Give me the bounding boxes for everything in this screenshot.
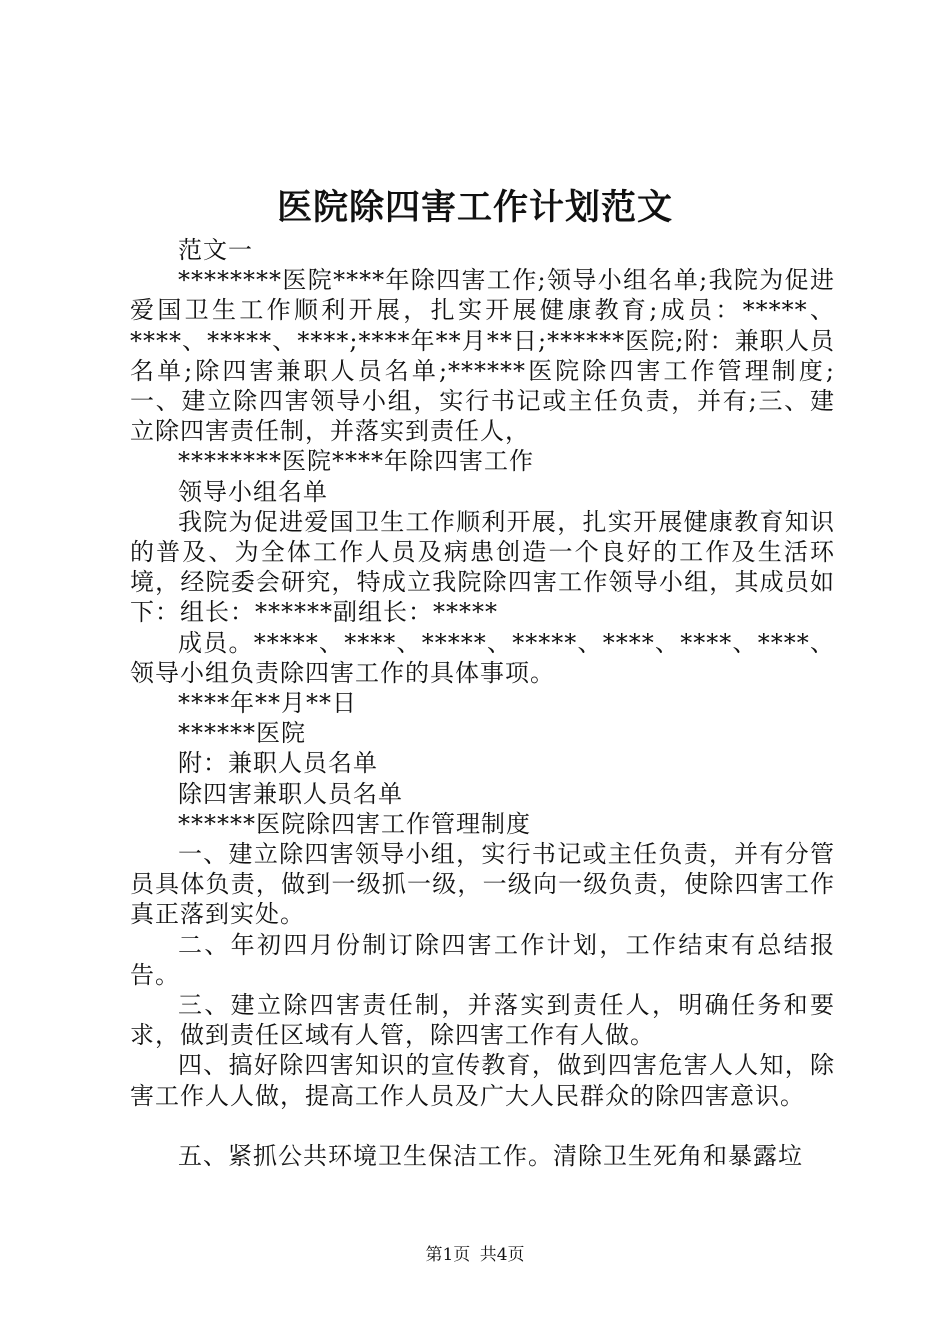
page-number-footer: 第1页 共4页: [425, 1245, 525, 1265]
document-body: [130, 235, 835, 1171]
paragraph-members: 成员。*****、****、*****、*****、****、****、****、领导小组负责除四害工作的具体事项。: [130, 628, 835, 687]
paragraph-rule-5: 五、紧抓公共环境卫生保洁工作。清除卫生死角和暴露垃: [178, 1141, 803, 1170]
paragraph-intro: 我院为促进爱国卫生工作顺利开展，扎实开展健康教育知识的普及、为全体工作人员及病患创造一个良好的工作及生活环境，经院委会研究，特成立我院除四害工作领导小组，其成员如下：组长：******副组长：*****: [130, 507, 835, 627]
document-title: 医院除四害工作计划范文: [276, 187, 673, 228]
paragraph-appendix: 附：兼职人员名单: [178, 749, 378, 778]
paragraph-rule-4: 四、搞好除四害知识的宣传教育，做到四害危害人人知，除害工作人人做，提高工作人员及广大人民群众的除四害意识。: [130, 1051, 835, 1110]
paragraph-rule-2: 二、年初四月份制订除四害工作计划，工作结束有总结报告。: [130, 930, 835, 989]
paragraph-management-heading: ******医院除四害工作管理制度: [178, 809, 531, 838]
paragraph-rule-3: 三、建立除四害责任制，并落实到责任人，明确任务和要求，做到责任区域有人管，除四害工作有人做。: [130, 991, 835, 1050]
paragraph-summary: ********医院****年除四害工作;领导小组名单;我院为促进爱国卫生工作顺利开展，扎实开展健康教育;成员：*****、****、*****、****;****年**月**日;******医院;附：兼职人员名单;除四害兼职人员名单;******医院除四害工作管理制度;一、建立除四害领导小组，实行书记或主任负责，并有;三、建立除四害责任制，并落实到责任人，: [130, 266, 835, 446]
paragraph-hospital: ******医院: [178, 719, 306, 748]
paragraph-plan-heading: ********医院****年除四害工作: [178, 447, 534, 476]
paragraph-leader-list-heading: 领导小组名单: [178, 477, 328, 506]
paragraph-parttime-list: 除四害兼职人员名单: [178, 779, 403, 808]
paragraph-heading-fanwen: 范文一: [178, 236, 253, 264]
paragraph-date: ****年**月**日: [178, 689, 357, 718]
paragraph-rule-1: 一、建立除四害领导小组，实行书记或主任负责，并有分管员具体负责，做到一级抓一级，一级向一级负责，使除四害工作真正落到实处。: [130, 840, 835, 929]
